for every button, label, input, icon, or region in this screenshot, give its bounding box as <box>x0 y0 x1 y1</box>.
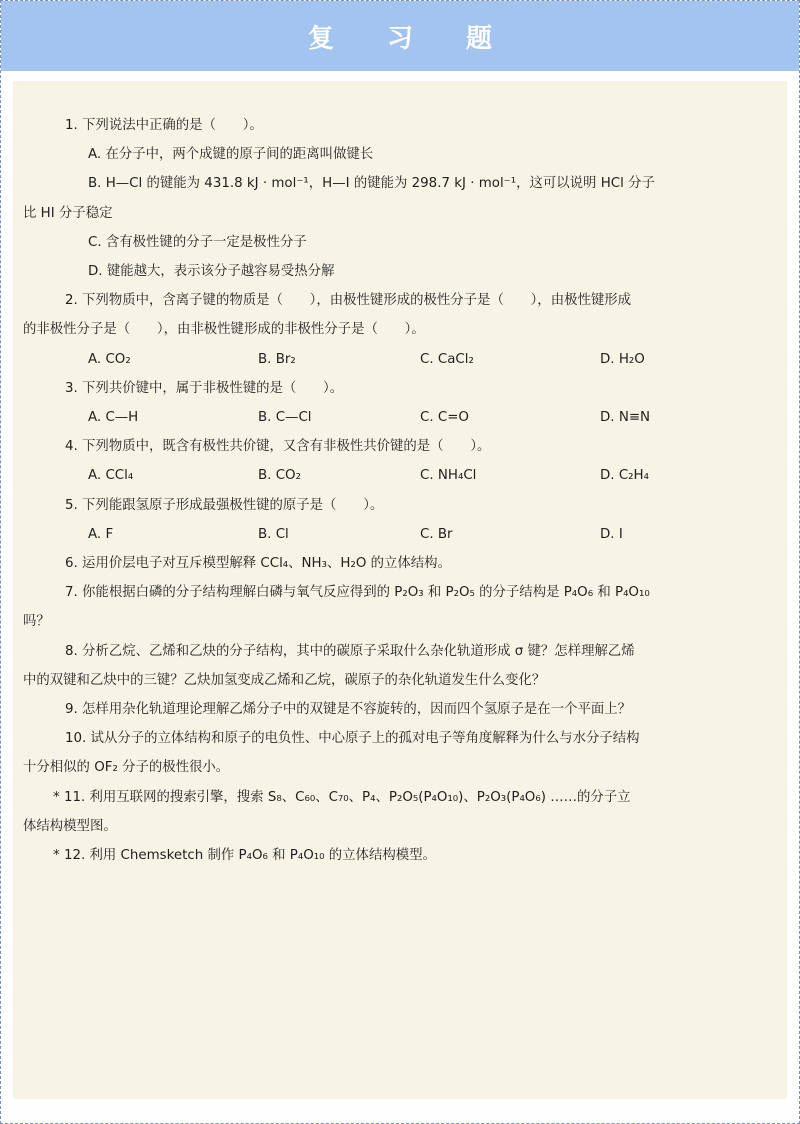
question-5: 5. 下列能跟氢原子形成最强极性键的原子是（ ）。 <box>65 497 384 513</box>
option-a: A. CO₂ <box>88 351 131 367</box>
question-10: 10. 试从分子的立体结构和原子的电负性、中心原子上的孤对电子等角度解释为什么与水分子结构 <box>65 731 640 747</box>
question-1-option-b: B. H—Cl 的键能为 431.8 kJ · mol⁻¹，H—I 的键能为 298.7 kJ · mol⁻¹，这可以说明 HCl 分子 <box>88 176 655 192</box>
option-c: C. CaCl₂ <box>420 351 474 367</box>
question-8-cont: 中的双键和乙炔中的三键？乙炔加氢变成乙烯和乙烷，碳原子的杂化轨道发生什么变化？ <box>23 672 546 688</box>
option-b: B. Cl <box>258 526 289 542</box>
header-banner <box>1 1 799 71</box>
option-c: C. NH₄Cl <box>420 468 477 484</box>
question-11-cont: 体结构模型图。 <box>23 818 117 834</box>
question-1-option-a: A. 在分子中，两个成键的原子间的距离叫做键长 <box>88 147 374 163</box>
question-3: 3. 下列共价键中，属于非极性键的是（ ）。 <box>65 380 344 396</box>
question-3-options <box>23 403 767 432</box>
page-title: 复 习 题 <box>307 23 515 54</box>
question-7: 7. 你能根据白磷的分子结构理解白磷与氧气反应得到的 P₂O₃ 和 P₂O₅ 的分子结构是 P₄O₆ 和 P₄O₁₀ <box>65 585 650 601</box>
question-10-cont: 十分相似的 OF₂ 分子的极性很小。 <box>23 760 230 776</box>
option-a: A. F <box>88 526 114 542</box>
question-6: 6. 运用价层电子对互斥模型解释 CCl₄、NH₃、H₂O 的立体结构。 <box>65 556 451 572</box>
question-9: 9. 怎样用杂化轨道理论理解乙烯分子中的双键是不容旋转的，因而四个氢原子是在一个平面上？ <box>65 702 632 718</box>
question-1-option-d: D. 键能越大，表示该分子越容易受热分解 <box>88 264 335 280</box>
question-2-options <box>23 345 767 374</box>
option-d: D. H₂O <box>600 351 645 367</box>
option-c: C. C=O <box>420 410 469 426</box>
option-d: D. C₂H₄ <box>600 468 649 484</box>
question-1: 1. 下列说法中正确的是（ ）。 <box>65 118 263 133</box>
option-d: D. I <box>600 526 623 542</box>
question-11: * 11. 利用互联网的搜索引擎，搜索 S₈、C₆₀、C₇₀、P₄、P₂O₅(P₄O₁₀)、P₂O₃(P₄O₆) ……的分子立 <box>53 789 631 805</box>
option-a: A. CCl₄ <box>88 468 134 484</box>
exercise-content <box>13 81 787 1099</box>
question-1-option-b-cont: 比 HI 分子稳定 <box>23 205 113 221</box>
question-1-option-c: C. 含有极性键的分子一定是极性分子 <box>88 234 307 250</box>
question-2: 2. 下列物质中，含离子键的物质是（ ），由极性键形成的极性分子是（ ），由极性键形成 <box>65 293 632 309</box>
question-4: 4. 下列物质中，既含有极性共价键，又含有非极性共价键的是（ ）。 <box>65 439 491 455</box>
option-b: B. CO₂ <box>258 468 301 484</box>
option-c: C. Br <box>420 526 453 542</box>
option-d: D. N≡N <box>600 410 651 426</box>
question-7-cont: 吗？ <box>23 614 50 630</box>
option-a: A. C—H <box>88 410 139 426</box>
question-8: 8. 分析乙烷、乙烯和乙炔的分子结构，其中的碳原子采取什么杂化轨道形成 σ 键？怎样理解乙烯 <box>65 643 635 659</box>
question-4-options <box>23 461 767 490</box>
question-2-cont: 的非极性分子是（ ），由非极性键形成的非极性分子是（ ）。 <box>23 322 425 338</box>
question-12: * 12. 利用 Chemsketch 制作 P₄O₆ 和 P₄O₁₀ 的立体结构模型。 <box>53 848 436 864</box>
option-b: B. Br₂ <box>258 351 296 367</box>
question-5-options <box>23 520 767 549</box>
option-b: B. C—Cl <box>258 410 312 426</box>
